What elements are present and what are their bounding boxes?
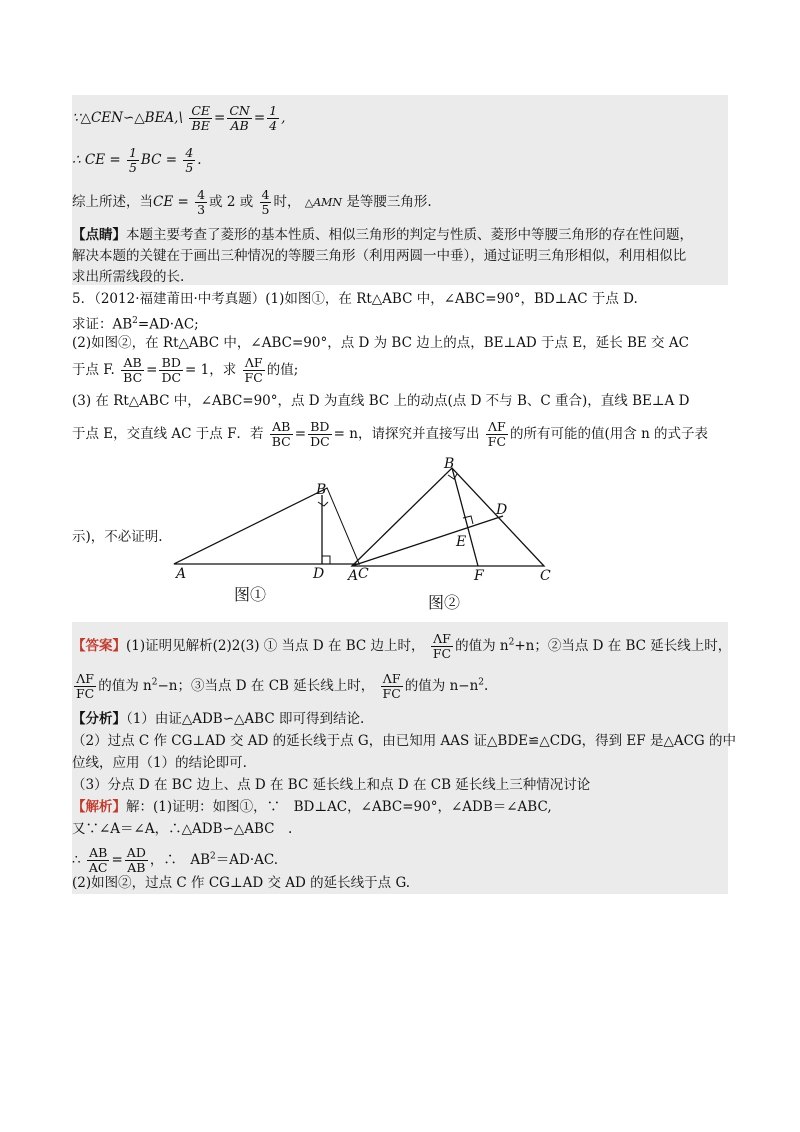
fig2-label-d: D: [496, 502, 508, 518]
dianjing-tag: 【点睛】: [72, 227, 126, 243]
problem-5-part3-end: 示)，不必证明.: [72, 529, 163, 545]
fig1-label-b: B: [316, 482, 327, 498]
jiexi-line-1: 【解析】解：(1)证明：如图①，∵ BD⊥AC，∠ABC=90°，∠ADB＝∠ABC,: [72, 799, 552, 815]
answer-line-1: 【答案】(1)证明见解析(2)2(3) ① 当点 D 在 BC 边上时， $\frac{\Lambda F}{FC}$ 的值为 $n^2+n$；②当点 D 在 BC 延长线上时，: [72, 631, 732, 661]
dianjing-line-1: 【点睛】本题主要考查了菱形的基本性质、相似三角形的判定与性质、菱形中等腰三角形的存在性问题，: [72, 227, 693, 243]
jiexi-tag: 【解析】: [72, 799, 126, 815]
fig1-label-c: C: [358, 566, 369, 582]
fig2-label-b: B: [444, 456, 455, 472]
conclusion-line: 综上所述，当CE = $\frac{4}{3}$ 或 2 或 $\frac{4}{5}$ 时， △AMN 是等腰三角形.: [72, 187, 432, 217]
dianjing-line-3: 求出所需线段的长.: [72, 269, 185, 285]
fig1-label-d: D: [313, 566, 325, 582]
fenxi-line-2: （2）过点 C 作 CG⊥AD 交 AD 的延长线于点 G，由已知用 AAS 证△BDE≌△CDG，得到 EF 是△ACG 的中: [72, 733, 736, 749]
figure-1: [172, 478, 369, 613]
figure-2: [346, 456, 626, 616]
problem-5-part3-cont: 于点 E，交直线 AC 于点 F．若 $\frac{AB}{BC}$ = $\frac{BD}{DC}$ = n，请探究并直接写出 $\frac{\Lambda F}{FC}$ 的所有可能的值(用含 n 的式子表: [72, 419, 709, 449]
fig2-caption: 图②: [428, 593, 461, 612]
jiexi-line-2: 又∵∠A＝∠A，∴△ADB∽△ABC .: [72, 821, 293, 837]
fig2-label-f: F: [474, 568, 484, 584]
dianjing-line-2: 解决本题的关键在于画出三种情况的等腰三角形（利用两圆一中垂），通过证明三角形相似，利用相似比: [72, 248, 687, 264]
fenxi-tag: 【分析】: [72, 711, 126, 727]
problem-5-prove: 求证：$AB^2=AD\cdot AC$;: [72, 316, 199, 333]
answer-line-2: $\frac{\Lambda F}{FC}$ 的值为 $n^2-n$；③当点 D 在 CB 延长线上时， $\frac{\Lambda F}{FC}$ 的值为 $n-n^2$.: [76, 671, 489, 701]
fig2-label-e: E: [456, 534, 467, 550]
jiexi-line-3: ∴ $\frac{AB}{AC}$ = $\frac{AD}{AB}$ ，∴ $AB^2=AD\cdot AC$.: [72, 845, 279, 875]
fenxi-line-4: （3）分点 D 在 BC 边上、点 D 在 BC 延长线上和点 D 在 CB 延长线上三种情况讨论: [72, 777, 591, 793]
problem-5-part2: (2)如图②，在 Rt△ABC 中，∠ABC=90°，点 D 为 BC 边上的点，BE⊥AD 于点 E，延长 BE 交 AC: [72, 335, 689, 351]
problem-5-part3: (3) 在 Rt△ABC 中，∠ABC=90°，点 D 为直线 BC 上的动点(点 D 不与 B、C 重合)，直线 BE⊥A D: [72, 393, 690, 409]
fenxi-line-3: 位线，应用（1）的结论即可.: [72, 755, 247, 771]
document-page: [72, 0, 736, 1132]
jiexi-line-4: (2)如图②，过点 C 作 CG⊥AD 交 AD 的延长线于点 G.: [72, 875, 411, 891]
answer-tag: 【答案】: [72, 638, 126, 654]
fig1-caption: 图①: [234, 585, 267, 604]
problem-5-part1: 5．（2012·福建莆田·中考真题）(1)如图①，在 Rt△ABC 中，∠ABC=90°，BD⊥AC 于点 D.: [72, 291, 638, 307]
similar-triangles-line: ∵△CEN∽△BEA,\ $\frac{CE}{BE}$ = $\frac{CN}{AB}$ = $\frac{1}{4}$ ,: [72, 103, 286, 133]
fig2-label-c: C: [540, 568, 551, 584]
fig1-label-a: A: [176, 566, 187, 582]
problem-5-part2-cont: 于点 F. $\frac{AB}{BC}$ = $\frac{BD}{DC}$ = 1，求 $\frac{\Lambda F}{FC}$ 的值;: [72, 355, 299, 385]
fig2-label-a: A: [348, 568, 359, 584]
ce-result-line: ∴ CE = $\frac{1}{5}$ BC = $\frac{4}{5}$ .: [72, 145, 202, 175]
fenxi-line-1: 【分析】（1）由证△ADB∽△ABC 即可得到结论.: [72, 711, 365, 727]
